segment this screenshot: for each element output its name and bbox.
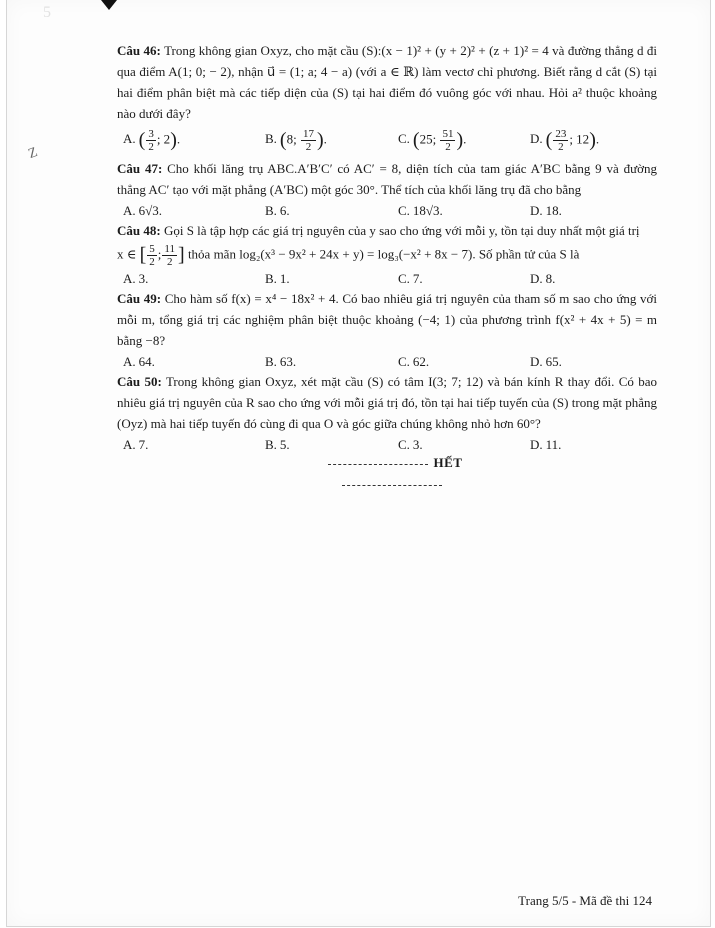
- q50-option-c[interactable]: C. 3.: [398, 437, 423, 452]
- q48-option-d[interactable]: D. 8.: [530, 271, 556, 286]
- end-marker-text: HẾT: [433, 455, 463, 470]
- q50-option-d[interactable]: D. 11.: [530, 437, 562, 452]
- question-47: [117, 158, 657, 220]
- q48-option-c[interactable]: C. 7.: [398, 271, 423, 286]
- question-50: [117, 371, 657, 454]
- q46-option-d[interactable]: D. ( $\frac{23}{2}$ ; 12).: [530, 128, 600, 153]
- exam-page: [6, 0, 711, 927]
- q47-option-a[interactable]: A. 6√3.: [123, 203, 163, 218]
- q47-option-b[interactable]: B. 6.: [265, 203, 290, 218]
- question-50-text: Trong không gian Oxyz, xét mặt cầu (S) có tâm I(3; 7; 12) và bán kính R thay đổi. Có bao nhiêu giá trị nguyên của R sao cho ứng với mỗi giá trị đó, tồn tại hai tiếp tuyến của (S) trong mặt phẳng (Oyz) mà hai tiếp tuyến đó cùng đi qua O và góc giữa chúng không nhỏ hơn 60°?: [117, 374, 657, 431]
- q46-option-b[interactable]: B. (8; $\frac{17}{2}$ ).: [265, 128, 327, 153]
- question-46: [117, 40, 657, 158]
- question-46-text: Trong không gian Oxyz, cho mặt cầu (S):(x − 1)² + (y + 2)² + (z + 1)² = 4 và đường thẳng d đi qua điểm A(1; 0; − 2), nhận u⃗ = (1; a; 4 − a) (với a ∈ ℝ) làm vectơ chỉ phương. Biết rằng d cắt (S) tại hai điểm phân biệt mà các tiếp diện của (S) tại hai điểm đó vuông góc với nhau. Hỏi a² thuộc khoảng nào dưới đây?: [117, 43, 658, 121]
- question-50-label: Câu 50:: [117, 374, 162, 389]
- question-50-options: [117, 434, 657, 454]
- q46-option-a-tail: ; 2: [156, 131, 171, 147]
- q46-option-d-letter: D.: [530, 131, 543, 147]
- question-48-text-2: thỏa mãn log₂(x³ − 9x² + 24x + y) = log₃(−x² + 8x − 7). Số phần tử của S là: [187, 246, 580, 262]
- q46-option-c-letter: C.: [398, 131, 410, 147]
- question-48-text-line-2: x ∈ [ $\frac{5}{2}$ ; $\frac{11}{2}$ ] thỏa mãn log₂(x³ − 9x² + 24x + y) = log₃(−x² + 8x − 7). Số phần tử của S là: [117, 243, 580, 268]
- q46-option-a[interactable]: A. ( $\frac{3}{2}$ ; 2).: [123, 128, 181, 153]
- q49-option-a[interactable]: A. 64.: [123, 354, 155, 369]
- q47-option-d[interactable]: D. 18.: [530, 203, 562, 218]
- q46-option-b-head: 8;: [286, 131, 300, 147]
- q50-option-b[interactable]: B. 5.: [265, 437, 290, 452]
- question-50-text-block: [117, 371, 657, 434]
- question-48-text-block: [117, 220, 657, 241]
- question-49-options: [117, 351, 657, 371]
- question-47-options: [117, 200, 657, 220]
- handwritten-margin-mark: Z: [26, 145, 40, 163]
- q46-option-b-letter: B.: [265, 131, 277, 147]
- q46-option-a-fraction: $\frac{3}{2}$: [148, 128, 154, 153]
- question-46-text-block: [117, 40, 657, 124]
- question-47-label: Câu 47:: [117, 161, 163, 176]
- question-48: [117, 220, 657, 288]
- q49-option-b[interactable]: B. 63.: [265, 354, 297, 369]
- q48-option-a[interactable]: A. 3.: [123, 271, 149, 286]
- q48-interval-right: $\frac{11}{2}$: [164, 243, 176, 268]
- q48-option-b[interactable]: B. 1.: [265, 271, 290, 286]
- q46-option-c-head: 25;: [419, 131, 440, 147]
- question-49-text-block: [117, 288, 657, 351]
- question-49-label: Câu 49:: [117, 291, 162, 306]
- question-47-text-block: [117, 158, 657, 200]
- end-marker: [267, 452, 517, 494]
- q48-interval-prefix: x ∈: [117, 246, 137, 262]
- question-46-label: Câu 46:: [117, 43, 161, 58]
- question-49: [117, 288, 657, 371]
- q46-option-a-letter: A.: [123, 131, 136, 147]
- q50-option-a[interactable]: A. 7.: [123, 437, 149, 452]
- question-49-text: Cho hàm số f(x) = x⁴ − 18x² + 4. Có bao nhiêu giá trị nguyên của tham số m sao cho ứng với mỗi m, tổng giá trị các nghiệm phân biệt thuộc khoảng (−4; 1) của phương trình f(x² + 4x + 5) = m bằng −8?: [117, 291, 658, 348]
- q46-option-b-fraction: $\frac{17}{2}$: [302, 128, 314, 153]
- end-dash-left: [328, 464, 428, 465]
- q46-option-d-tail: ; 12: [569, 131, 590, 147]
- question-48-options: [117, 268, 657, 288]
- end-dash-right: [342, 485, 442, 486]
- q46-option-d-fraction: $\frac{23}{2}$: [555, 128, 567, 153]
- page-footer: Trang 5/5 - Mã đề thi 124: [518, 893, 652, 908]
- q49-option-d[interactable]: D. 65.: [530, 354, 562, 369]
- q46-option-c[interactable]: C. (25; $\frac{51}{2}$ ).: [398, 128, 467, 153]
- q48-interval-left: $\frac{5}{2}$: [149, 243, 155, 268]
- question-46-options: [117, 124, 657, 158]
- faint-page-digit: 5: [43, 4, 51, 21]
- question-48-label: Câu 48:: [117, 223, 161, 238]
- q46-option-c-fraction: $\frac{51}{2}$: [442, 128, 454, 153]
- q49-option-c[interactable]: C. 62.: [398, 354, 430, 369]
- question-47-text: Cho khối lăng trụ ABC.A′B′C′ có AC′ = 8, diện tích của tam giác A′BC bằng 9 và đường thẳng AC′ tạo với mặt phẳng (A′BC) một góc 30°. Thể tích của khối lăng trụ đã cho bằng: [117, 161, 658, 197]
- question-48-text-1: Gọi S là tập hợp các giá trị nguyên của y sao cho ứng với mỗi y, tồn tại duy nhất một giá trị: [163, 223, 640, 238]
- questions-content: [117, 40, 657, 494]
- corner-triangle-mark: [101, 0, 117, 10]
- q47-option-c[interactable]: C. 18√3.: [398, 203, 443, 218]
